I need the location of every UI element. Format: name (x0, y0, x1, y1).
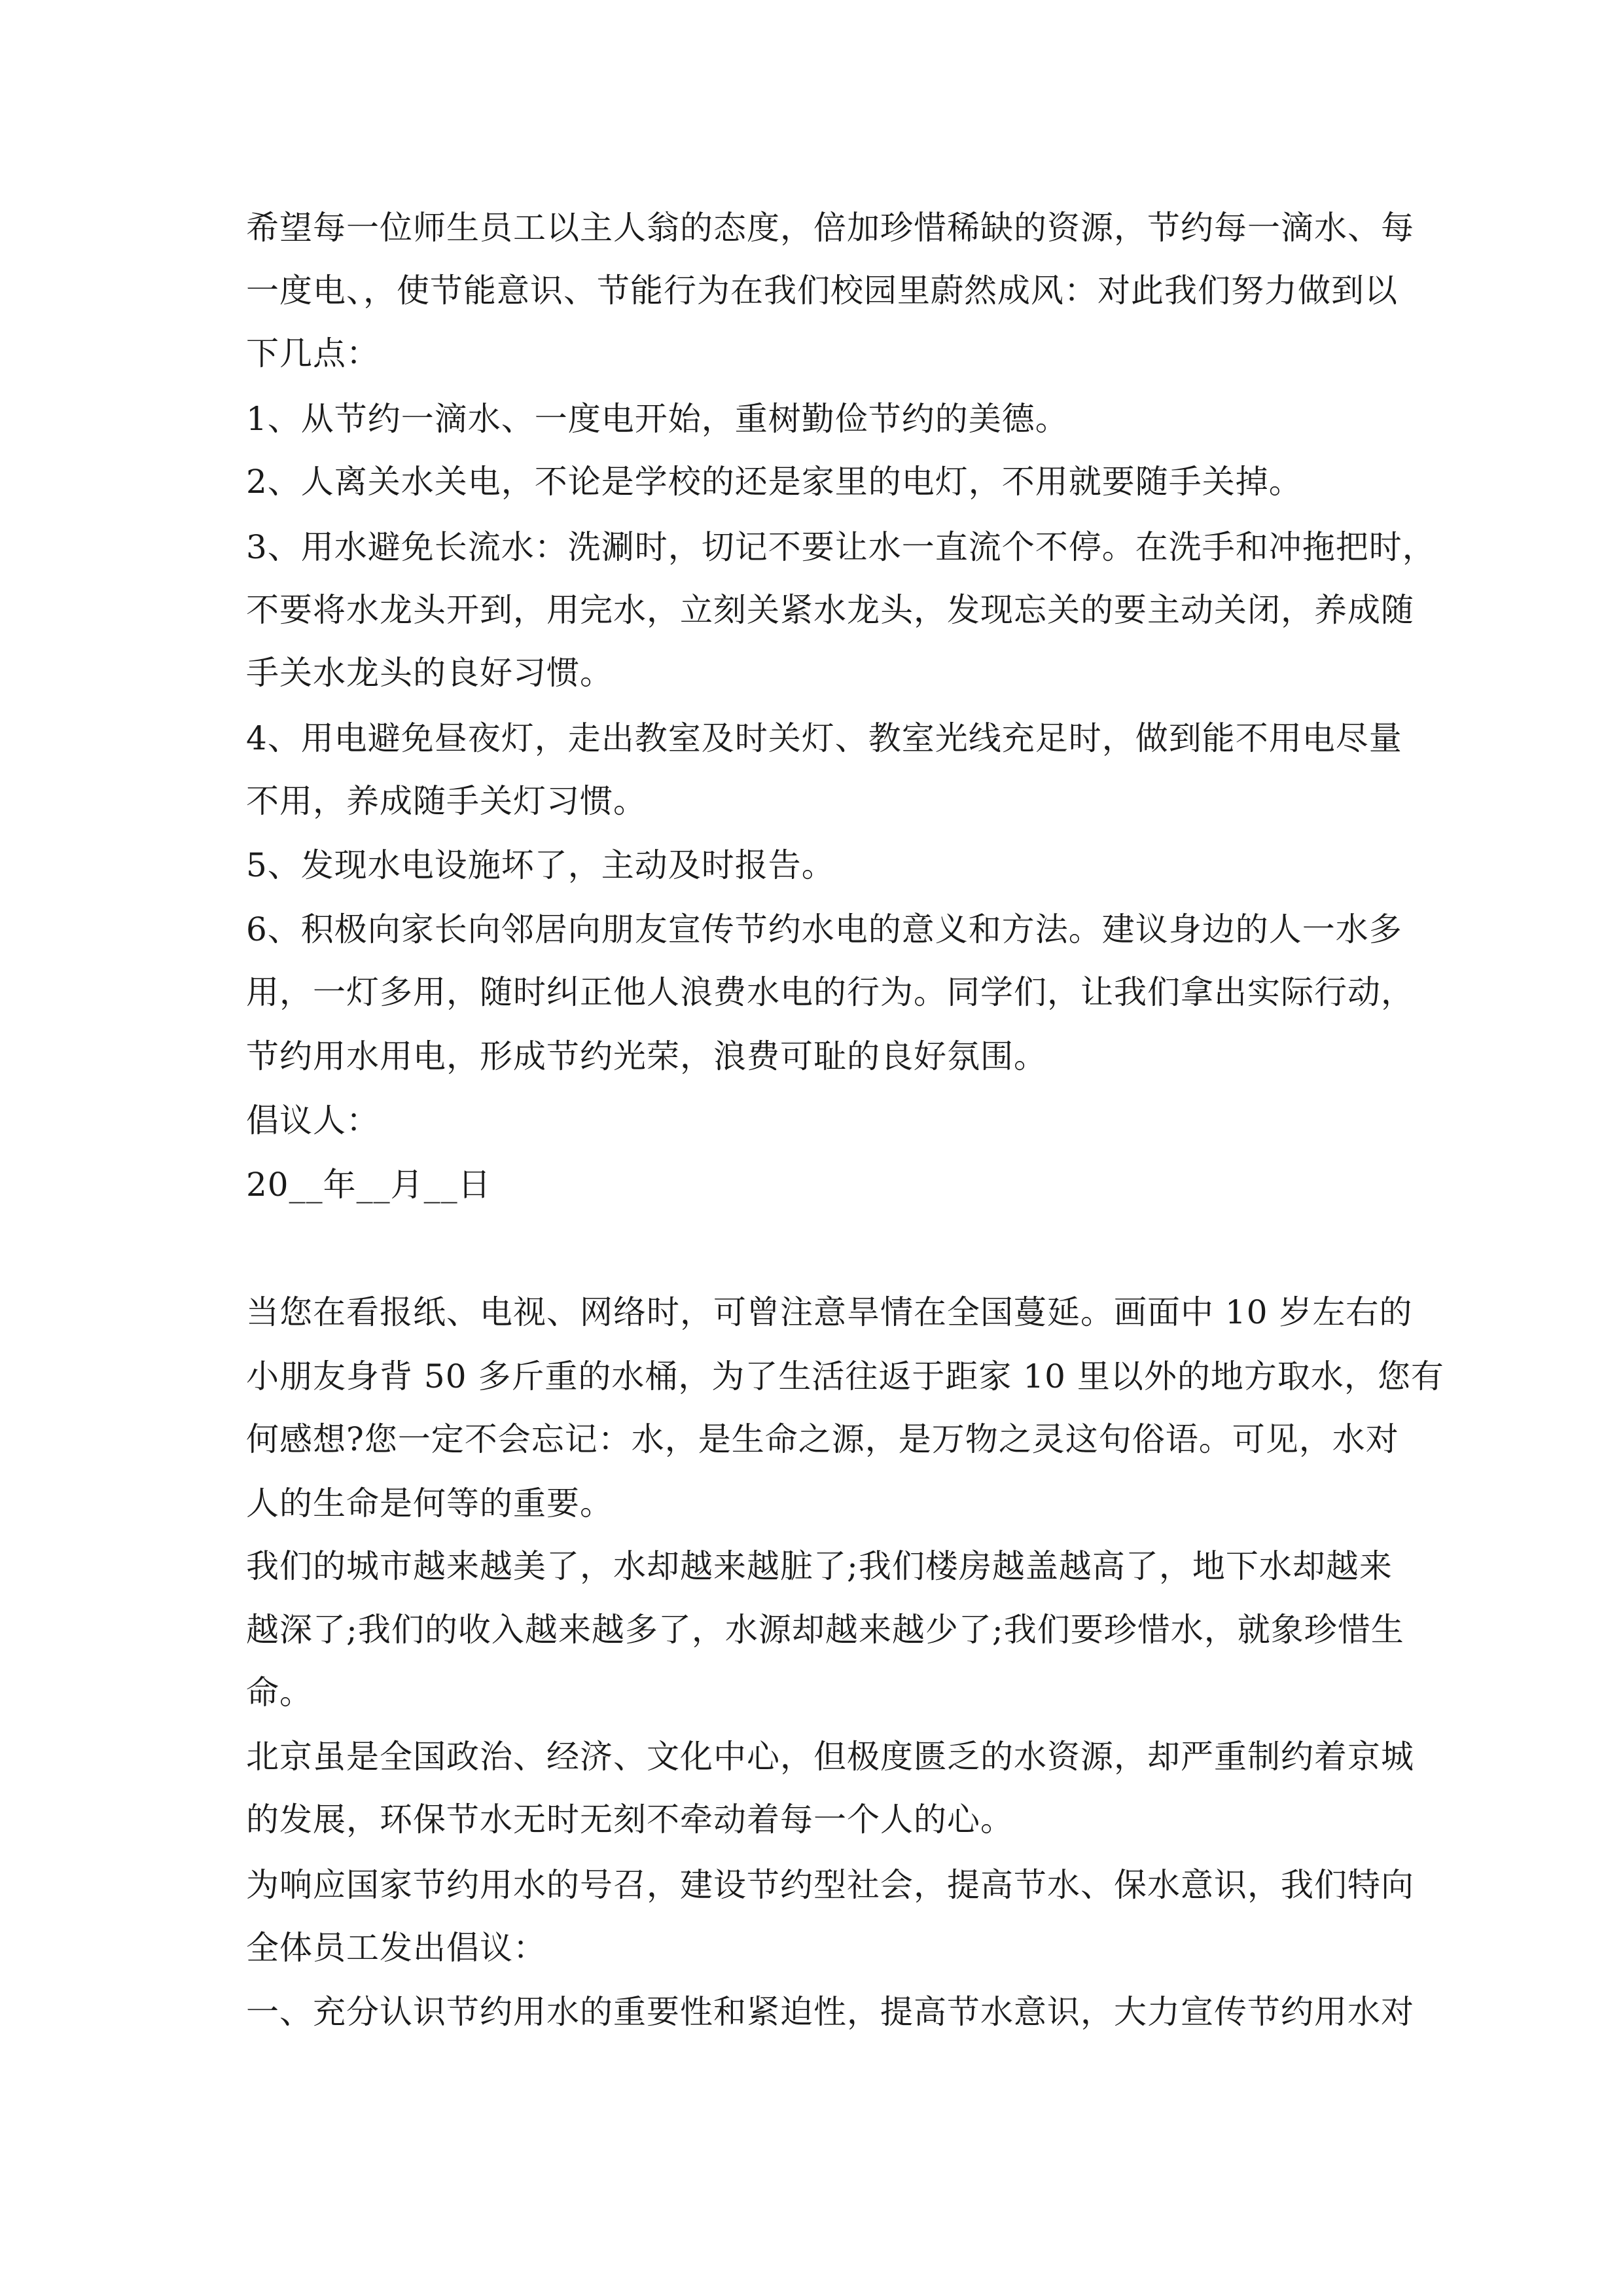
text-line: 小朋友身背 50 多斤重的水桶，为了生活往返于距家 10 里以外的地方取水，您有 (246, 1357, 1444, 1395)
signature-label: 倡议人： (246, 1102, 380, 1139)
text-line: 不用，养成随手关灯习惯。 (246, 782, 647, 820)
list-item: 一、充分认识节约用水的重要性和紧迫性，提高节水意识，大力宣传节约用水对 (246, 1993, 1414, 2031)
list-item: 3、用水避免长流水：洗涮时，切记不要让水一直流个不停。在洗手和冲拖把时， (246, 528, 1436, 566)
list-item: 6、积极向家长向邻居向朋友宣传节约水电的意义和方法。建议身边的人一水多 (246, 910, 1402, 948)
list-item: 5、发现水电设施坏了，主动及时报告。 (246, 846, 835, 884)
text-line: 何感想?您一定不会忘记：水，是生命之源，是万物之灵这句俗语。可见，水对 (246, 1420, 1399, 1458)
text-line: 北京虽是全国政治、经济、文化中心，但极度匮乏的水资源，却严重制约着京城 (246, 1738, 1414, 1776)
text-line: 下几点： (246, 334, 380, 372)
text-line: 为响应国家节约用水的号召，建设节约型社会，提高节水、保水意识，我们特向 (246, 1866, 1414, 1904)
text-line: 节约用水用电，形成节约光荣，浪费可耻的良好氛围。 (246, 1037, 1047, 1075)
text-line: 全体员工发出倡议： (246, 1929, 546, 1967)
text-line: 用，一灯多用，随时纠正他人浪费水电的行为。同学们，让我们拿出实际行动， (246, 973, 1414, 1011)
list-item: 2、人离关水关电，不论是学校的还是家里的电灯，不用就要随手关掉。 (246, 463, 1302, 501)
text-line: 希望每一位师生员工以主人翁的态度，倍加珍惜稀缺的资源，节约每一滴水、每 (246, 209, 1414, 247)
text-line: 越深了;我们的收入越来越多了，水源却越来越少了;我们要珍惜水，就象珍惜生 (246, 1611, 1404, 1649)
text-line: 不要将水龙头开到，用完水，立刻关紧水龙头，发现忘关的要主动关闭，养成随 (246, 591, 1414, 629)
list-item: 1、从节约一滴水、一度电开始，重树勤俭节约的美德。 (246, 400, 1069, 438)
list-item: 4、用电避免昼夜灯，走出教室及时关灯、教室光线充足时，做到能不用电尽量 (246, 719, 1402, 757)
text-line: 命。 (246, 1674, 313, 1712)
text-line: 一度电、，使节能意识、节能行为在我们校园里蔚然成风：对此我们努力做到以 (246, 272, 1398, 310)
text-line: 手关水龙头的良好习惯。 (246, 654, 613, 692)
text-line: 当您在看报纸、电视、网络时，可曾注意旱情在全国蔓延。画面中 10 岁左右的 (246, 1293, 1413, 1331)
text-line: 的发展，环保节水无时无刻不牵动着每一个人的心。 (246, 1801, 1014, 1839)
text-line: 人的生命是何等的重要。 (246, 1484, 613, 1522)
text-line: 我们的城市越来越美了，水却越来越脏了;我们楼房越盖越高了，地下水却越来 (246, 1547, 1393, 1585)
date-line: 20__年__月__日 (246, 1166, 491, 1204)
